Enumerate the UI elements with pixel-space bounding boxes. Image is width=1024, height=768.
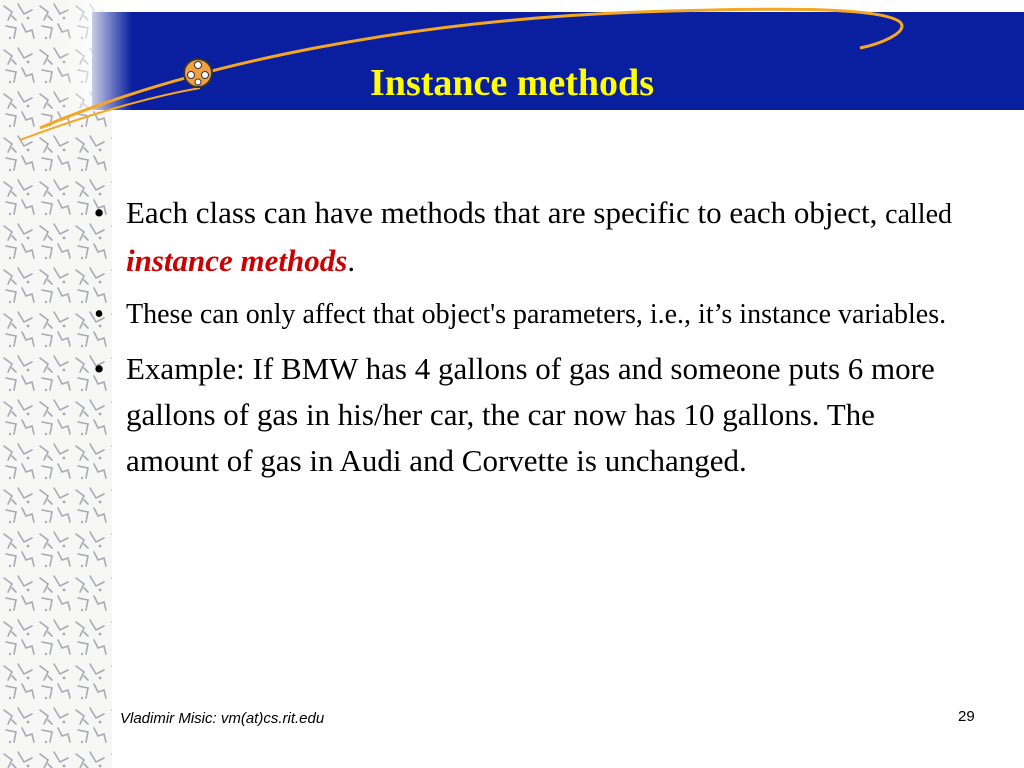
bullet-item-3 <box>84 346 954 484</box>
page-number: 29 <box>958 708 975 725</box>
bullet-item-2 <box>84 292 954 338</box>
bullet-symbol: • <box>93 195 105 230</box>
bullet-1-emphasis: instance methods <box>126 243 348 278</box>
slide-title <box>0 57 1024 109</box>
bullet-symbol: • <box>93 351 105 386</box>
bullet-1-text-b: called <box>885 199 952 230</box>
bullet-1-text-c: . <box>347 243 356 278</box>
footer-author: Vladimir Misic: vm(at)cs.rit.edu <box>120 710 325 727</box>
bullet-list <box>84 190 954 492</box>
bullet-1-text-a: Each class can have methods that are specific to each object, <box>126 195 886 230</box>
bullet-3-text: Example: If BMW has 4 gallons of gas and someone puts 6 more gallons of gas in his/her car, the car now has 10 gallons. The amount of gas in Audi and Corvette is unchanged. <box>126 351 935 478</box>
bullet-item-1 <box>84 190 954 284</box>
bullet-2-text: These can only affect that object's parameters, i.e., it’s instance variables. <box>126 299 947 330</box>
slide-title-text: Instance methods <box>370 62 654 104</box>
bullet-symbol: • <box>94 299 104 330</box>
